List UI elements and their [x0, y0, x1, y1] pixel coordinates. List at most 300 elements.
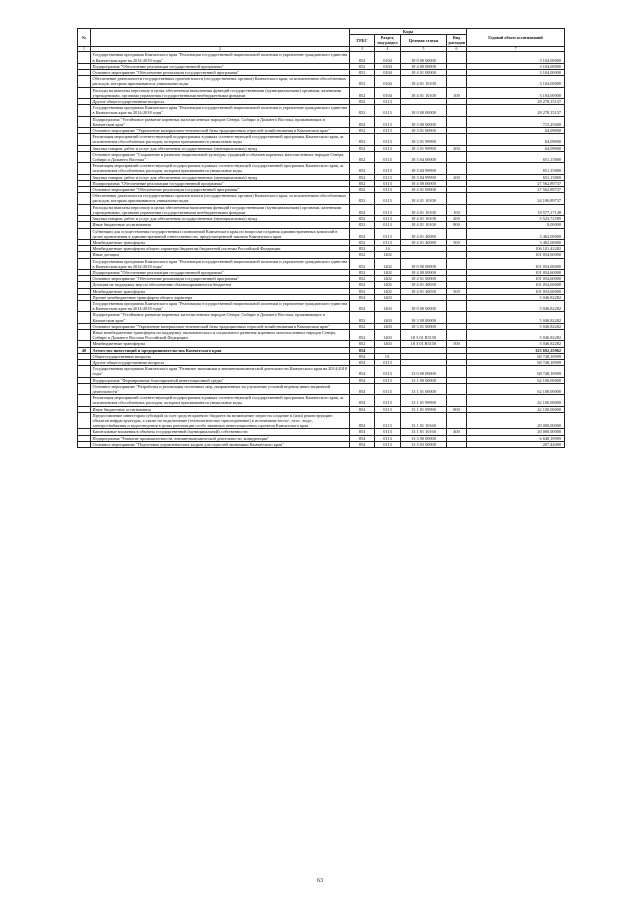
row-razdel-code: 0113 — [375, 412, 401, 429]
row-amount: 6 648,18909 — [467, 435, 565, 441]
row-amount: 323 692,25962 — [467, 347, 565, 353]
row-amount: 28 278,15137 — [467, 105, 565, 116]
row-vid-code — [447, 441, 467, 447]
row-razdel-code: 0113 — [375, 377, 401, 383]
row-celevaya-code: 18 3 01 99990 — [401, 145, 447, 151]
row-vid-code: 200 — [447, 216, 467, 222]
row-amount: 27 562,89737 — [467, 187, 565, 193]
row-grbs-code: 852 — [350, 151, 375, 162]
row-amount: 651,15800 — [467, 163, 565, 174]
row-grbs-code: 852 — [350, 116, 375, 127]
row-vid-code — [447, 105, 467, 116]
row-razdel-code: 0113 — [375, 187, 401, 193]
row-amount: 68 748,18909 — [467, 353, 565, 359]
row-description: Реализация мероприятий соответствующей подпрограммы в рамках соответствующей государственной программы Камчатского края, за исключением обособленных расходов, которым присваиваются уникальные коды — [91, 134, 350, 145]
row-grbs-code: 854 — [350, 366, 375, 377]
row-amount: 20 000,00000 — [467, 412, 565, 429]
row-razdel-code: 0113 — [375, 99, 401, 105]
row-razdel-code: 0113 — [375, 383, 401, 394]
row-razdel-code: 0113 — [375, 193, 401, 204]
table-row — [78, 204, 565, 215]
row-amount: 106 101,42282 — [467, 246, 565, 252]
row-description: Межбюджетные трансферты общего характера бюджетам бюджетной системы Российской Федерации — [91, 246, 350, 252]
row-celevaya-code: 13 1 01 99990 — [401, 406, 447, 412]
row-amount: 68 748,18909 — [467, 359, 565, 365]
row-number — [78, 258, 91, 269]
row-vid-code: 100 — [447, 87, 467, 98]
row-vid-code — [447, 76, 467, 87]
row-celevaya-code: 13 3 03 00000 — [401, 441, 447, 447]
row-description: Общегосударственные вопросы — [91, 353, 350, 359]
row-grbs-code: 854 — [350, 441, 375, 447]
table-row — [78, 366, 565, 377]
row-amount: 27 562,89737 — [467, 180, 565, 186]
table-row — [78, 312, 565, 323]
row-vid-code: 200 — [447, 174, 467, 180]
row-amount: 0,00000 — [467, 222, 565, 228]
table-row — [78, 395, 565, 406]
row-razdel-code: 1403 — [375, 294, 401, 300]
row-amount: 3 104,00000 — [467, 70, 565, 76]
row-description: Предоставление инвесторам субсидий за счет средств краевого бюджета на возмещение затрат на создание и (или) реконструкцию объектов инфраструктуры, а также на подключение (технологическое присоединение) к источникам тепло-, газо-, водо-, электроснабжения и водоотведения в целях реализации особо значимых инвестиционных проектов Камчатского края — [91, 412, 350, 429]
table-row — [78, 163, 565, 174]
row-celevaya-code: 18 0 00 00000 — [401, 52, 447, 63]
row-amount: 207,44000 — [467, 441, 565, 447]
row-description: Основное мероприятие "Укрепление материально-технической базы традиционных отраслей хозяйствования в Камчатском крае" — [91, 128, 350, 134]
row-description: Основное мероприятие "Подготовка управленческих кадров для отраслей экономики Камчатского края" — [91, 441, 350, 447]
row-razdel-code: 1402 — [375, 288, 401, 294]
row-description: Основное мероприятие "Обеспечение реализации государственной программы" — [91, 276, 350, 282]
row-description: Межбюджетные трансферты — [91, 239, 350, 245]
row-amount: 101 054,60000 — [467, 252, 565, 258]
row-description: Основное мероприятие "Укрепление материально-технической базы традиционных отраслей хозяйствования в Камчатском крае" — [91, 323, 350, 329]
row-description: Дотации на поддержку мер по обеспечению сбалансированности бюджетов — [91, 282, 350, 288]
row-amount: 651,15800 — [467, 151, 565, 162]
row-amount: 5 046,82282 — [467, 312, 565, 323]
row-celevaya-code: 18 0 00 00000 — [401, 105, 447, 116]
row-celevaya-code: 13 0 00 00000 — [401, 366, 447, 377]
row-amount: 101 054,60000 — [467, 269, 565, 275]
table-row — [78, 52, 565, 63]
row-amount: 3 104,00000 — [467, 52, 565, 63]
row-description: Межбюджетные трансферты — [91, 288, 350, 294]
row-celevaya-code: 18 3 01 00000 — [401, 128, 447, 134]
row-razdel-code: 0104 — [375, 52, 401, 63]
row-number — [78, 395, 91, 406]
table-row — [78, 105, 565, 116]
row-description: Государственная программа Камчатского края "Развитие экономики и внешнеэкономической деятельности Камчатского края на 2014-2018 годы" — [91, 366, 350, 377]
row-amount: 68 748,18909 — [467, 366, 565, 377]
row-vid-code — [447, 412, 467, 429]
row-grbs-code: 852 — [350, 174, 375, 180]
row-razdel-code: 0113 — [375, 128, 401, 134]
row-grbs-code: 852 — [350, 222, 375, 228]
row-number — [78, 228, 91, 239]
row-celevaya-code: 18 0 00 00000 — [401, 300, 447, 311]
row-razdel-code: 0113 — [375, 145, 401, 151]
row-amount: 64,09800 — [467, 145, 565, 151]
row-description: Обеспечение деятельности государственных органов власти (государственных органов) Камчатского края, за исключением обособленных расходов, которым присваиваются уникальные коды — [91, 76, 350, 87]
row-razdel-code: 0113 — [375, 151, 401, 162]
row-grbs-code: 854 — [350, 383, 375, 394]
row-celevaya-code: 18 4 01 10100 — [401, 216, 447, 222]
row-grbs-code: 854 — [350, 412, 375, 429]
row-grbs-code: 852 — [350, 187, 375, 193]
row-celevaya-code: 18 4 01 40080 — [401, 239, 447, 245]
row-amount: 28 278,15137 — [467, 99, 565, 105]
row-amount: 5 523,72589 — [467, 216, 565, 222]
row-amount: 3 462,00000 — [467, 239, 565, 245]
header-description — [91, 29, 350, 47]
row-grbs-code: 854 — [350, 347, 375, 353]
row-grbs-code: 852 — [350, 282, 375, 288]
row-grbs-code: 852 — [350, 105, 375, 116]
row-celevaya-code: 18 3 01 00000 — [401, 323, 447, 329]
table-row — [78, 193, 565, 204]
header-celevaya: Целевая статья — [401, 35, 447, 46]
row-number — [78, 105, 91, 116]
column-number: 6 — [447, 46, 467, 52]
column-number: 4 — [375, 46, 401, 52]
table-row — [78, 87, 565, 98]
row-grbs-code: 854 — [350, 377, 375, 383]
row-description: Агентство инвестиций и предпринимательства Камчатского края — [91, 347, 350, 353]
row-celevaya-code: 13 3 00 00000 — [401, 435, 447, 441]
table-row — [78, 412, 565, 429]
row-vid-code: 100 — [447, 204, 467, 215]
row-amount: 5 046,82282 — [467, 294, 565, 300]
row-celevaya-code: 18 4 01 40030 — [401, 282, 447, 288]
row-amount: 101 054,60000 — [467, 288, 565, 294]
row-amount: 3 104,00000 — [467, 87, 565, 98]
row-description: Государственная программа Камчатского края "Реализация государственной национальной политики и укрепление гражданского единства в Камчатском крае на 2014-2018 годы" — [91, 105, 350, 116]
table-row — [78, 228, 565, 239]
row-grbs-code: 854 — [350, 353, 375, 359]
row-description: Другие общегосударственные вопросы — [91, 359, 350, 365]
row-vid-code — [447, 395, 467, 406]
row-description: Государственная программа Камчатского края "Реализация государственной национальной политики и укрепление гражданского единства в Камчатском крае на 2014-2018 годы" — [91, 258, 350, 269]
row-grbs-code: 852 — [350, 216, 375, 222]
row-amount: 62 100,00000 — [467, 383, 565, 394]
row-description: Реализация мероприятий соответствующей подпрограммы в рамках соответствующей государственной программы Камчатского края, за исключением обособленных расходов, которым присваиваются уникальные коды — [91, 163, 350, 174]
row-grbs-code: 852 — [350, 128, 375, 134]
row-description: Закупка товаров, работ и услуг для обеспечения государственных (муниципальных) нужд — [91, 145, 350, 151]
row-razdel-code: 0113 — [375, 228, 401, 239]
row-razdel-code: 0113 — [375, 222, 401, 228]
row-number — [78, 151, 91, 162]
row-vid-code — [447, 258, 467, 269]
row-description: Расходы на выплаты персоналу в целях обеспечения выполнения функций государственными (муниципальными) органами, казенными учреждениями, органами управления государственными внебюджетными фондами — [91, 87, 350, 98]
row-razdel-code: 0113 — [375, 216, 401, 222]
row-number — [78, 163, 91, 174]
row-description: Основное мероприятие "Разработка и реализация системных мер, направленных на улучшение условий ведения инвестиционной деятельности" — [91, 383, 350, 394]
row-grbs-code: 852 — [350, 70, 375, 76]
row-celevaya-code: 18 4 01 10100 — [401, 87, 447, 98]
row-celevaya-code: 18 4 01 10100 — [401, 193, 447, 204]
row-number — [78, 312, 91, 323]
row-description: Подпрограмма "Обеспечение реализации государственной программы" — [91, 63, 350, 69]
row-description: Межбюджетные трансферты — [91, 341, 350, 347]
row-celevaya-code: 18 0 00 00000 — [401, 258, 447, 269]
row-description: Подпрограмма "Обеспечение реализации государственной программы" — [91, 269, 350, 275]
row-vid-code — [447, 116, 467, 127]
row-number — [78, 329, 91, 340]
row-razdel-code: 0113 — [375, 204, 401, 215]
row-grbs-code: 854 — [350, 406, 375, 412]
row-celevaya-code: 18 4 01 10100 — [401, 204, 447, 215]
row-grbs-code: 852 — [350, 228, 375, 239]
row-description: Расходы на выплаты персоналу в целях обеспечения выполнения функций государственными (муниципальными) органами, казенными учреждениями, органами управления государственными внебюджетными фондами — [91, 204, 350, 215]
row-number — [78, 87, 91, 98]
row-description: Иные межбюджетные трансферты на поддержку экономического и социального развития коренных малочисленных народов Севера, Сибири и Дальнего Востока Российской Федерации — [91, 329, 350, 340]
row-amount: 24 100,89737 — [467, 193, 565, 204]
row-amount: 101 054,60000 — [467, 258, 565, 269]
column-number: 3 — [350, 46, 375, 52]
row-description: Подпрограмма "Обеспечение реализации государственной программы" — [91, 180, 350, 186]
table-row — [78, 329, 565, 340]
page-number: 63 — [317, 878, 323, 884]
row-description: Подпрограмма "Развитие промышленности, внешнеэкономической деятельности, конкуренции" — [91, 435, 350, 441]
row-celevaya-code: 18 3 04 99990 — [401, 174, 447, 180]
row-number — [78, 300, 91, 311]
row-grbs-code: 852 — [350, 341, 375, 347]
header-razdel: Раздел, под-раздел — [375, 35, 401, 46]
row-description: Иные дотации — [91, 252, 350, 258]
row-description: Обеспечение деятельности государственных органов власти (государственных органов) Камчатского края, за исключением обособленных расходов, которым присваиваются уникальные коды — [91, 193, 350, 204]
row-vid-code — [447, 163, 467, 174]
row-razdel-code: 0113 — [375, 395, 401, 406]
row-amount: 101 054,60000 — [467, 282, 565, 288]
row-amount: 3 462,00000 — [467, 228, 565, 239]
row-razdel-code: 1403 — [375, 300, 401, 311]
column-number: 1 — [78, 46, 91, 52]
row-celevaya-code: 13 1 00 00000 — [401, 377, 447, 383]
row-grbs-code: 852 — [350, 99, 375, 105]
row-grbs-code: 852 — [350, 239, 375, 245]
row-razdel-code: 0113 — [375, 180, 401, 186]
row-amount: 20 000,00000 — [467, 429, 565, 435]
row-celevaya-code: 13 1 01 10160 — [401, 412, 447, 429]
row-grbs-code: 854 — [350, 359, 375, 365]
row-razdel-code: 0104 — [375, 63, 401, 69]
row-description: Подпрограмма "Устойчивое развитие коренных малочисленных народов Севера, Сибири и Дальнего Востока, проживающих в Камчатском крае" — [91, 312, 350, 323]
row-number — [78, 204, 91, 215]
column-number: 7 — [467, 46, 565, 52]
row-razdel-code: 0113 — [375, 366, 401, 377]
row-vid-code — [447, 151, 467, 162]
row-vid-code: 500 — [447, 239, 467, 245]
row-grbs-code: 852 — [350, 134, 375, 145]
row-amount: 42 100,00000 — [467, 406, 565, 412]
row-description: Прочие межбюджетные трансферты общего характера — [91, 294, 350, 300]
row-razdel-code: 1403 — [375, 323, 401, 329]
row-razdel-code: 0113 — [375, 134, 401, 145]
row-grbs-code: 852 — [350, 269, 375, 275]
row-vid-code — [447, 366, 467, 377]
header-grbs: ГРБС — [350, 35, 375, 46]
row-grbs-code: 854 — [350, 395, 375, 406]
row-amount: 64,09800 — [467, 134, 565, 145]
table-row — [78, 151, 565, 162]
row-razdel-code: 0113 — [375, 406, 401, 412]
row-celevaya-code: 18 4 01 40030 — [401, 288, 447, 294]
row-grbs-code: 852 — [350, 193, 375, 204]
row-vid-code — [447, 193, 467, 204]
row-grbs-code: 852 — [350, 52, 375, 63]
row-number — [78, 441, 91, 447]
row-razdel-code: 1403 — [375, 329, 401, 340]
table-row — [78, 76, 565, 87]
row-celevaya-code: 18 4 01 00000 — [401, 70, 447, 76]
column-number: 5 — [401, 46, 447, 52]
row-vid-code: 800 — [447, 222, 467, 228]
row-razdel-code: 1402 — [375, 252, 401, 258]
row-celevaya-code: 18 3 04 99990 — [401, 163, 447, 174]
row-razdel-code: 0113 — [375, 359, 401, 365]
row-razdel-code: 01 — [375, 353, 401, 359]
table-row — [78, 258, 565, 269]
row-grbs-code: 852 — [350, 300, 375, 311]
row-razdel-code: 0113 — [375, 174, 401, 180]
column-number: 2 — [91, 46, 350, 52]
row-description: Закупка товаров, работ и услуг для обеспечения государственных (муниципальных) нужд — [91, 174, 350, 180]
row-grbs-code: 854 — [350, 435, 375, 441]
row-celevaya-code: 18 3 04 00000 — [401, 151, 447, 162]
row-amount: 5 046,82282 — [467, 329, 565, 340]
header-num: № — [78, 29, 91, 47]
row-grbs-code: 852 — [350, 76, 375, 87]
row-grbs-code: 852 — [350, 329, 375, 340]
row-grbs-code: 852 — [350, 63, 375, 69]
row-description: Закупка товаров, работ и услуг для обеспечения государственных (муниципальных) нужд — [91, 216, 350, 222]
row-amount: 5 046,82282 — [467, 323, 565, 329]
row-grbs-code: 852 — [350, 276, 375, 282]
row-description: Другие общегосударственные вопросы — [91, 99, 350, 105]
row-number — [78, 76, 91, 87]
row-razdel-code: 1402 — [375, 276, 401, 282]
row-razdel-code: 1402 — [375, 258, 401, 269]
row-number — [78, 383, 91, 394]
row-razdel-code: 1402 — [375, 282, 401, 288]
row-description: Основное мероприятие "Обеспечение реализации государственной программы" — [91, 187, 350, 193]
row-vid-code — [447, 300, 467, 311]
row-celevaya-code: 18 4 00 00000 — [401, 63, 447, 69]
row-vid-code: 200 — [447, 145, 467, 151]
row-amount: 3 104,00000 — [467, 76, 565, 87]
table-row — [78, 116, 565, 127]
row-description: Субвенции для осуществления государственных полномочий Камчатского края по вопросам создания административных комиссий в целях привлечения к административной ответственности, предусмотренной законом Камчатского края — [91, 228, 350, 239]
row-vid-code: 500 — [447, 341, 467, 347]
row-vid-code — [447, 329, 467, 340]
row-description: Иные бюджетные ассигнования — [91, 222, 350, 228]
row-amount: 18 577,17148 — [467, 204, 565, 215]
row-razdel-code: 0104 — [375, 70, 401, 76]
row-amount: 3 104,00000 — [467, 63, 565, 69]
budget-table — [77, 28, 565, 448]
row-description: Подпрограмма "Устойчивое развитие коренных малочисленных народов Севера, Сибири и Дальнего Востока, проживающих в Камчатском крае" — [91, 116, 350, 127]
row-grbs-code: 852 — [350, 312, 375, 323]
row-celevaya-code: 18 4 01 00000 — [401, 276, 447, 282]
row-razdel-code: 1403 — [375, 341, 401, 347]
table-row — [78, 441, 565, 447]
row-razdel-code: 1402 — [375, 269, 401, 275]
row-grbs-code: 852 — [350, 246, 375, 252]
row-description: Подпрограмма "Формирование благоприятной инвестиционной среды" — [91, 377, 350, 383]
row-number — [78, 116, 91, 127]
row-description: Основное мероприятие "Сохранение и развитие национальной культуры, традиций и обычаев коренных малочисленных народов Севера, Сибири и Дальнего Востока" — [91, 151, 350, 162]
budget-table-sheet — [77, 28, 564, 448]
row-grbs-code: 852 — [350, 163, 375, 174]
row-amount: 5 046,82282 — [467, 300, 565, 311]
row-razdel-code: 0113 — [375, 105, 401, 116]
row-vid-code: 400 — [447, 429, 467, 435]
row-razdel-code: 0113 — [375, 429, 401, 435]
row-vid-code — [447, 312, 467, 323]
row-razdel-code: 1403 — [375, 312, 401, 323]
row-razdel-code: 0113 — [375, 116, 401, 127]
row-celevaya-code: 18 3 01 99990 — [401, 134, 447, 145]
row-vid-code — [447, 134, 467, 145]
row-grbs-code: 852 — [350, 252, 375, 258]
row-grbs-code: 852 — [350, 87, 375, 98]
table-row — [78, 383, 565, 394]
row-razdel-code: 0104 — [375, 87, 401, 98]
row-celevaya-code: 18 4 01 10100 — [401, 76, 447, 87]
row-razdel-code: 0113 — [375, 239, 401, 245]
table-row — [78, 300, 565, 311]
row-number: 40 — [78, 347, 91, 353]
row-razdel-code: 14 — [375, 246, 401, 252]
table-body — [78, 52, 565, 448]
row-celevaya-code: 18 3 00 00000 — [401, 312, 447, 323]
row-grbs-code: 852 — [350, 204, 375, 215]
row-celevaya-code: 18 4 00 00000 — [401, 180, 447, 186]
row-grbs-code: 852 — [350, 180, 375, 186]
row-description: Государственная программа Камчатского края "Реализация государственной национальной политики и укрепление гражданского единства в Камчатском крае на 2014-2018 годы" — [91, 52, 350, 63]
row-number — [78, 412, 91, 429]
row-razdel-code: 0113 — [375, 435, 401, 441]
header-vid: Вид расходов — [448, 35, 466, 46]
row-razdel-code: 0113 — [375, 441, 401, 447]
row-celevaya-code: 18 3 01 R5150 — [401, 341, 447, 347]
row-amount: 64,09800 — [467, 128, 565, 134]
row-amount: 5 046,82282 — [467, 341, 565, 347]
row-description: Капитальные вложения в объекты государственной (муниципальной) собственности — [91, 429, 350, 435]
row-number — [78, 366, 91, 377]
row-celevaya-code: 18 3 01 R5150 — [401, 329, 447, 340]
row-celevaya-code: 18 4 01 10100 — [401, 222, 447, 228]
row-description: Государственная программа Камчатского края "Реализация государственной национальной политики и укрепление гражданского единства в Камчатском крае на 2014-2018 годы" — [91, 300, 350, 311]
row-description: Основное мероприятие "Обеспечение реализации государственной программы" — [91, 70, 350, 76]
row-grbs-code: 852 — [350, 258, 375, 269]
header-amount: Годовой объем ассигнований — [467, 29, 565, 47]
header-codes: Коды — [350, 29, 467, 35]
row-amount: 42 100,00000 — [467, 395, 565, 406]
row-amount: 62 100,00000 — [467, 377, 565, 383]
row-grbs-code: 854 — [350, 429, 375, 435]
row-grbs-code: 852 — [350, 323, 375, 329]
row-grbs-code: 852 — [350, 288, 375, 294]
row-description: Иные бюджетные ассигнования — [91, 406, 350, 412]
row-vid-code: 800 — [447, 406, 467, 412]
row-celevaya-code: 18 4 01 40080 — [401, 228, 447, 239]
row-celevaya-code: 13 1 01 99990 — [401, 395, 447, 406]
row-celevaya-code: 13 1 01 10160 — [401, 429, 447, 435]
row-description: Реализация мероприятий соответствующей подпрограммы в рамках соответствующей государственной программы Камчатского края, за исключением обособленных расходов, которым присваиваются уникальные коды — [91, 395, 350, 406]
row-vid-code — [447, 383, 467, 394]
row-grbs-code: 852 — [350, 145, 375, 151]
row-celevaya-code: 18 4 00 00000 — [401, 269, 447, 275]
